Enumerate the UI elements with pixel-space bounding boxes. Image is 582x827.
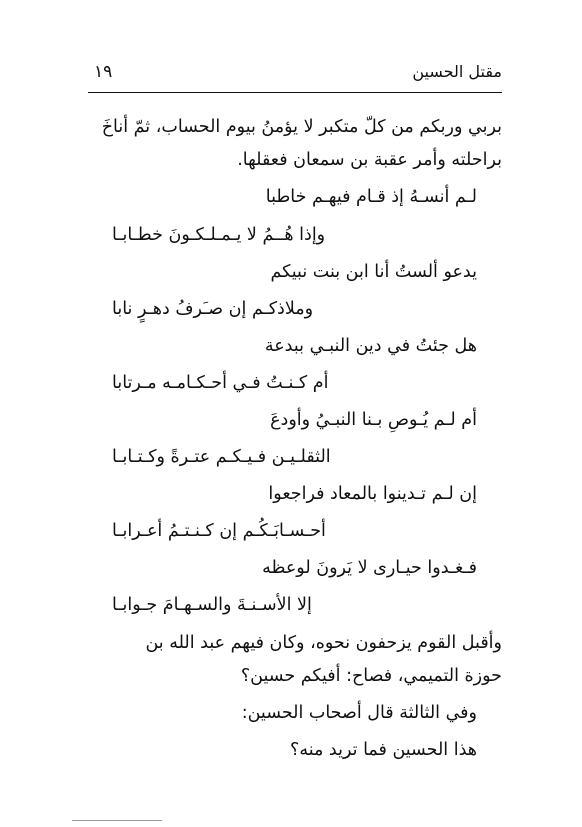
poem-verse: أحـسـابَـكُـم إن كـنـتـمُ أعـرابـا xyxy=(112,521,326,541)
page-edge-line xyxy=(72,820,162,821)
poem-verse: يدعو ألستُ أنا ابن بنت نبيكم xyxy=(270,262,477,282)
poem-verse: الثقلـيـن فـيـكـم عتـرةً وكـتـابـا xyxy=(112,447,331,467)
running-title: مقتل الحسين xyxy=(412,62,502,81)
paragraph-line: وأقبل القوم يزحفون نحوه، وكان فيهم عبد الله بن xyxy=(145,633,502,653)
poem-verse: إلا الأسـنـةَ والسـهـامَ جـوابـا xyxy=(112,595,312,615)
poem-verse: أم لـم يُـوصِ بـنا النبـيُ وأودعَ xyxy=(270,410,477,430)
poem-verse: وملاذكـم إن صـَرفُ دهـرٍ نابا xyxy=(112,299,314,319)
poem-verse: أم كـنـتُ فـي أحـكـامـه مـرتابا xyxy=(112,373,329,393)
page-number: ١٩ xyxy=(94,62,113,82)
poem-verse: إن لـم تـدينوا بالمعاد فراجعوا xyxy=(268,484,477,504)
paragraph-line: بربي وربكم من كلّ متكبر لا يؤمنُ بيوم الحساب، ثمّ أناخَ xyxy=(101,117,502,137)
paragraph-line: براحلته وأمر عقبة بن سمعان فعقلها. xyxy=(237,150,502,170)
poem-verse: هل جئتُ في دين النبـي ببدعة xyxy=(264,336,477,356)
paragraph-line: حوزة التميمي، فصاح: أفيكم حسين؟ xyxy=(240,666,502,686)
paragraph-line: هذا الحسين فما تريد منه؟ xyxy=(290,740,477,760)
poem-verse: لـم أنسـهُ إذ قـام فيهـم خاطبا xyxy=(265,187,477,207)
paragraph-line: وفي الثالثة قال أصحاب الحسين: xyxy=(241,703,477,723)
poem-verse: وإذا هُــمُ لا يـمـلـكـونَ خطـابـا xyxy=(112,225,326,245)
poem-verse: فـغـدوا حيـارى لا يَرونَ لوعظه xyxy=(262,558,477,578)
